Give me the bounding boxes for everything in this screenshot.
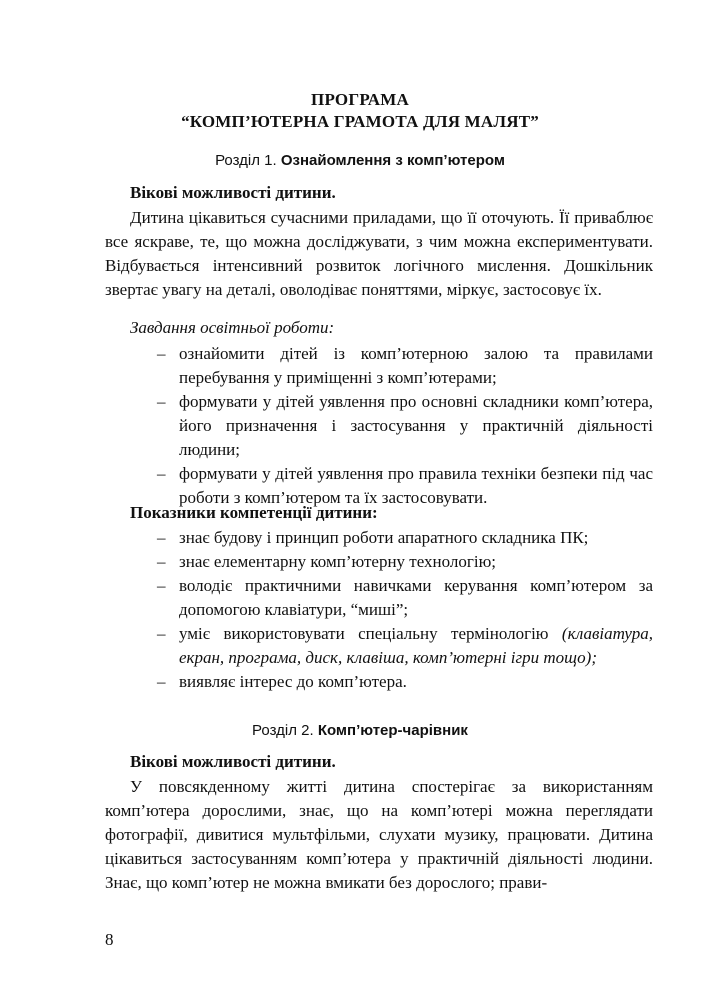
list-item: – формувати у дітей уявлення про правила техніки безпеки під час роботи з комп’ютером та їх застосовувати. xyxy=(157,462,653,510)
section2-heading xyxy=(0,722,720,739)
section1-tasks-list xyxy=(157,342,653,510)
terminology-examples: (клавіатура, екран, програма, диск, клавіша, комп’ютерні ігри тощо); xyxy=(179,624,654,667)
section1-indicators-heading: Показники компетенції дитини: xyxy=(130,503,378,522)
section1-age-text: Дитина цікавиться сучасними приладами, що її оточують. Її приваблює все яскраве, те, що можна досліджувати, з чим можна експериментувати. Відбувається інтенсивний розвиток логічного мислення. Дошкільник звертає увагу на деталі, оволодіває поняттями, міркує, застосовує їх. xyxy=(105,208,653,299)
list-item: – володіє практичними навичками керування комп’ютером за допомогою клавіатури, “миші”; xyxy=(157,574,653,622)
section1-age-heading: Вікові можливості дитини. xyxy=(130,183,336,202)
list-item: – формувати у дітей уявлення про основні складники комп’ютера, його призначення і застосування у практичній діяльності людини; xyxy=(157,390,653,462)
section2-age-heading: Вікові можливості дитини. xyxy=(130,752,336,771)
section1-indicators-list xyxy=(157,526,653,694)
section1-heading xyxy=(0,152,720,169)
section1-number: Розділ 1. xyxy=(215,152,277,169)
list-item: – знає будову і принцип роботи апаратного складника ПК; xyxy=(157,526,653,550)
section2-number: Розділ 2. xyxy=(252,722,314,739)
list-item xyxy=(157,622,653,670)
page-number: 8 xyxy=(105,930,114,949)
section1-name: Ознайомлення з комп’ютером xyxy=(280,152,505,169)
section1-tasks-label: Завдання освітньої роботи: xyxy=(130,318,335,337)
section2-name: Комп’ютер-чарівник xyxy=(317,722,468,739)
section2-age-text: У повсякденному житті дитина спостерігає за використанням комп’ютера дорослими, знає, що на комп’ютері можна переглядати фотографії, дивитися мультфільми, слухати музику, працювати. Дитина цікавиться застосуванням комп’ютера у практичній діяльності людини. Знає, що комп’ютер не можна вмикати без дорослого; прави- xyxy=(105,777,653,892)
list-item: – ознайомити дітей із комп’ютерною залою та правилами перебування у приміщенні з комп’ютерами; xyxy=(157,342,653,390)
program-title-line2: “КОМП’ЮТЕРНА ГРАМОТА ДЛЯ МАЛЯТ” xyxy=(181,112,539,131)
program-title-line1: ПРОГРАМА xyxy=(311,90,409,109)
terminology-prefix: уміє використовувати спеціальну термінологію xyxy=(179,624,549,643)
list-item: – знає елементарну комп’ютерну технологію; xyxy=(157,550,653,574)
list-item: – виявляє інтерес до комп’ютера. xyxy=(157,670,653,694)
